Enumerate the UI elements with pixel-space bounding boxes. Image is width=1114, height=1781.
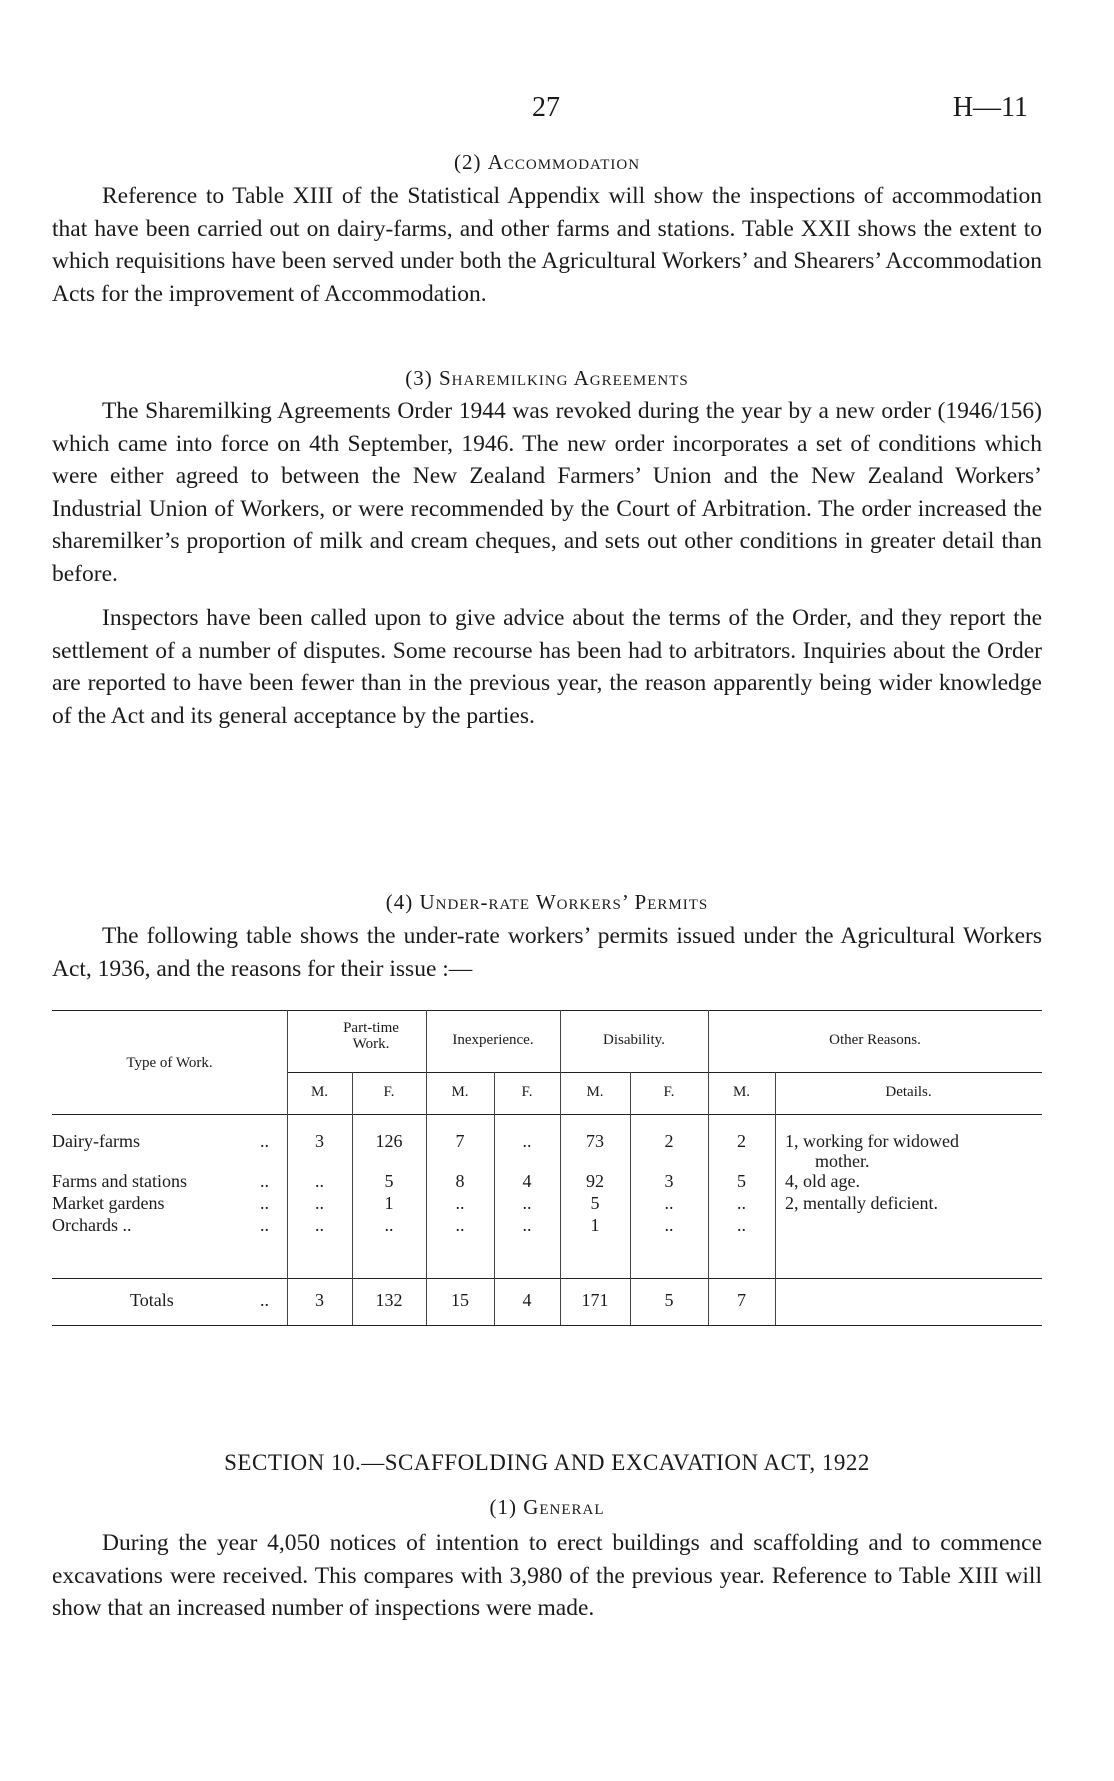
sub-f: F. xyxy=(663,1084,675,1100)
sub-details: Details. xyxy=(885,1084,932,1100)
cell-value: .. xyxy=(315,1193,324,1213)
cell-value: .. xyxy=(315,1171,324,1191)
accommodation-heading: (2) Accommodation xyxy=(453,150,641,174)
cell-value: 92 xyxy=(586,1171,604,1191)
permits-paragraph: The following table shows the under-rate workers’ permits issued under the Agricultural Workers Act, 1936, and the reasons for their issue :— xyxy=(52,923,1042,982)
cell-value: .. xyxy=(522,1131,532,1151)
sub-m: M. xyxy=(586,1084,604,1100)
detail-line: mother. xyxy=(815,1151,870,1171)
cell-value: .. xyxy=(522,1193,532,1213)
cell-value: 7 xyxy=(737,1290,746,1310)
accommodation-paragraph: Reference to Table XIII of the Statistical Appendix will show the inspections of accommodation that have been carried out on dairy-farms, and other farms and stations. Table XXII shows the extent to which requisitions have been served under both the Agricultural Workers’ and Shearers’ Accommodation Acts for the improvement of Accommodation. xyxy=(52,183,1042,307)
cell-value: 3 xyxy=(315,1290,324,1310)
col-inexperience: Inexperience. xyxy=(452,1032,534,1048)
row-type: Farms and stations xyxy=(52,1171,187,1191)
cell-value: 3 xyxy=(315,1131,324,1151)
leader-dots: .. xyxy=(260,1171,269,1191)
cell-value: 5 xyxy=(590,1193,600,1213)
cell-value: 1 xyxy=(384,1193,394,1213)
sub-m: M. xyxy=(732,1084,751,1100)
cell-value: 7 xyxy=(455,1131,465,1151)
document-code: H—11 xyxy=(952,92,1028,123)
cell-value: .. xyxy=(455,1215,465,1235)
leader-dots: .. xyxy=(260,1193,269,1213)
cell-value: 2 xyxy=(737,1131,746,1151)
cell-value: .. xyxy=(522,1215,532,1235)
detail-line: 2, mentally deficient. xyxy=(785,1193,938,1213)
cell-value: 73 xyxy=(586,1131,604,1151)
cell-value: 2 xyxy=(664,1131,674,1151)
cell-value: 5 xyxy=(737,1171,746,1191)
page-number: 27 xyxy=(532,92,560,123)
document-page xyxy=(52,0,1042,1781)
cell-value: 171 xyxy=(581,1290,609,1310)
section-10-title: SECTION 10.—SCAFFOLDING AND EXCAVATION ACT, 1922 xyxy=(224,1450,870,1475)
leader-dots: .. xyxy=(260,1131,269,1151)
cell-value: 5 xyxy=(384,1171,394,1191)
detail-line: 4, old age. xyxy=(785,1171,860,1191)
col-disability: Disability. xyxy=(603,1032,665,1048)
sub-f: F. xyxy=(521,1084,533,1100)
cell-value: .. xyxy=(664,1215,674,1235)
row-type: Market gardens xyxy=(52,1193,165,1213)
col-part-time-work: Part-time Work. xyxy=(343,1020,399,1052)
sub-m: M. xyxy=(451,1084,469,1100)
section-10-subheading: (1) General xyxy=(489,1495,605,1519)
cell-value: 5 xyxy=(664,1290,674,1310)
row-type: Dairy-farms xyxy=(52,1131,140,1151)
cell-value: 15 xyxy=(451,1290,469,1310)
sharemilking-paragraph-1: The Sharemilking Agreements Order 1944 was revoked during the year by a new order (1946/156) which came into force on 4th September, 1946. The new order incorporates a set of conditions which were either agreed to between the New Zealand Farmers’ Union and the New Zealand Workers’ Industrial Union of Workers, or were recommended by the Court of Arbitration. The order increased the sharemilker’s proportion of milk and cream cheques, and sets out other conditions in greater detail than before. xyxy=(52,398,1042,587)
cell-value: 8 xyxy=(455,1171,465,1191)
permits-heading: (4) Under-rate Workers’ Permits xyxy=(385,890,709,914)
cell-value: .. xyxy=(455,1193,465,1213)
cell-value: 1 xyxy=(590,1215,600,1235)
leader-dots: .. xyxy=(260,1215,269,1235)
totals-label: Totals xyxy=(130,1290,174,1310)
permits-table xyxy=(52,1010,1042,1335)
row-type: Orchards .. xyxy=(52,1215,132,1235)
cell-value: .. xyxy=(737,1215,746,1235)
cell-value: .. xyxy=(664,1193,674,1213)
sharemilking-paragraph-2: Inspectors have been called upon to give advice about the terms of the Order, and they report the settlement of a number of disputes. Some recourse has been had to arbitrators. Inquiries about the Order are reported to have been fewer than in the previous year, the reason apparently being wider knowledge of the Act and its general acceptance by the parties. xyxy=(52,605,1042,729)
cell-value: 4 xyxy=(522,1290,532,1310)
sub-f: F. xyxy=(383,1084,395,1100)
cell-value: .. xyxy=(384,1215,394,1235)
cell-value: 4 xyxy=(522,1171,532,1191)
detail-line: 1, working for widowed xyxy=(785,1131,959,1151)
cell-value: 3 xyxy=(664,1171,674,1191)
section-10-paragraph: During the year 4,050 notices of intention to erect buildings and scaffolding and to commence excavations were received. This compares with 3,980 of the previous year. Reference to Table XIII will show that an increased number of inspections were made. xyxy=(52,1530,1042,1621)
cell-value: .. xyxy=(315,1215,324,1235)
cell-value: 126 xyxy=(375,1131,403,1151)
cell-value: .. xyxy=(737,1193,746,1213)
cell-value: 132 xyxy=(375,1290,403,1310)
leader-dots: .. xyxy=(260,1290,269,1310)
sharemilking-heading: (3) Sharemilking Agreements xyxy=(405,366,689,390)
col-type-of-work: Type of Work. xyxy=(126,1055,213,1071)
sub-m: M. xyxy=(310,1084,329,1100)
col-other-reasons: Other Reasons. xyxy=(829,1032,921,1048)
